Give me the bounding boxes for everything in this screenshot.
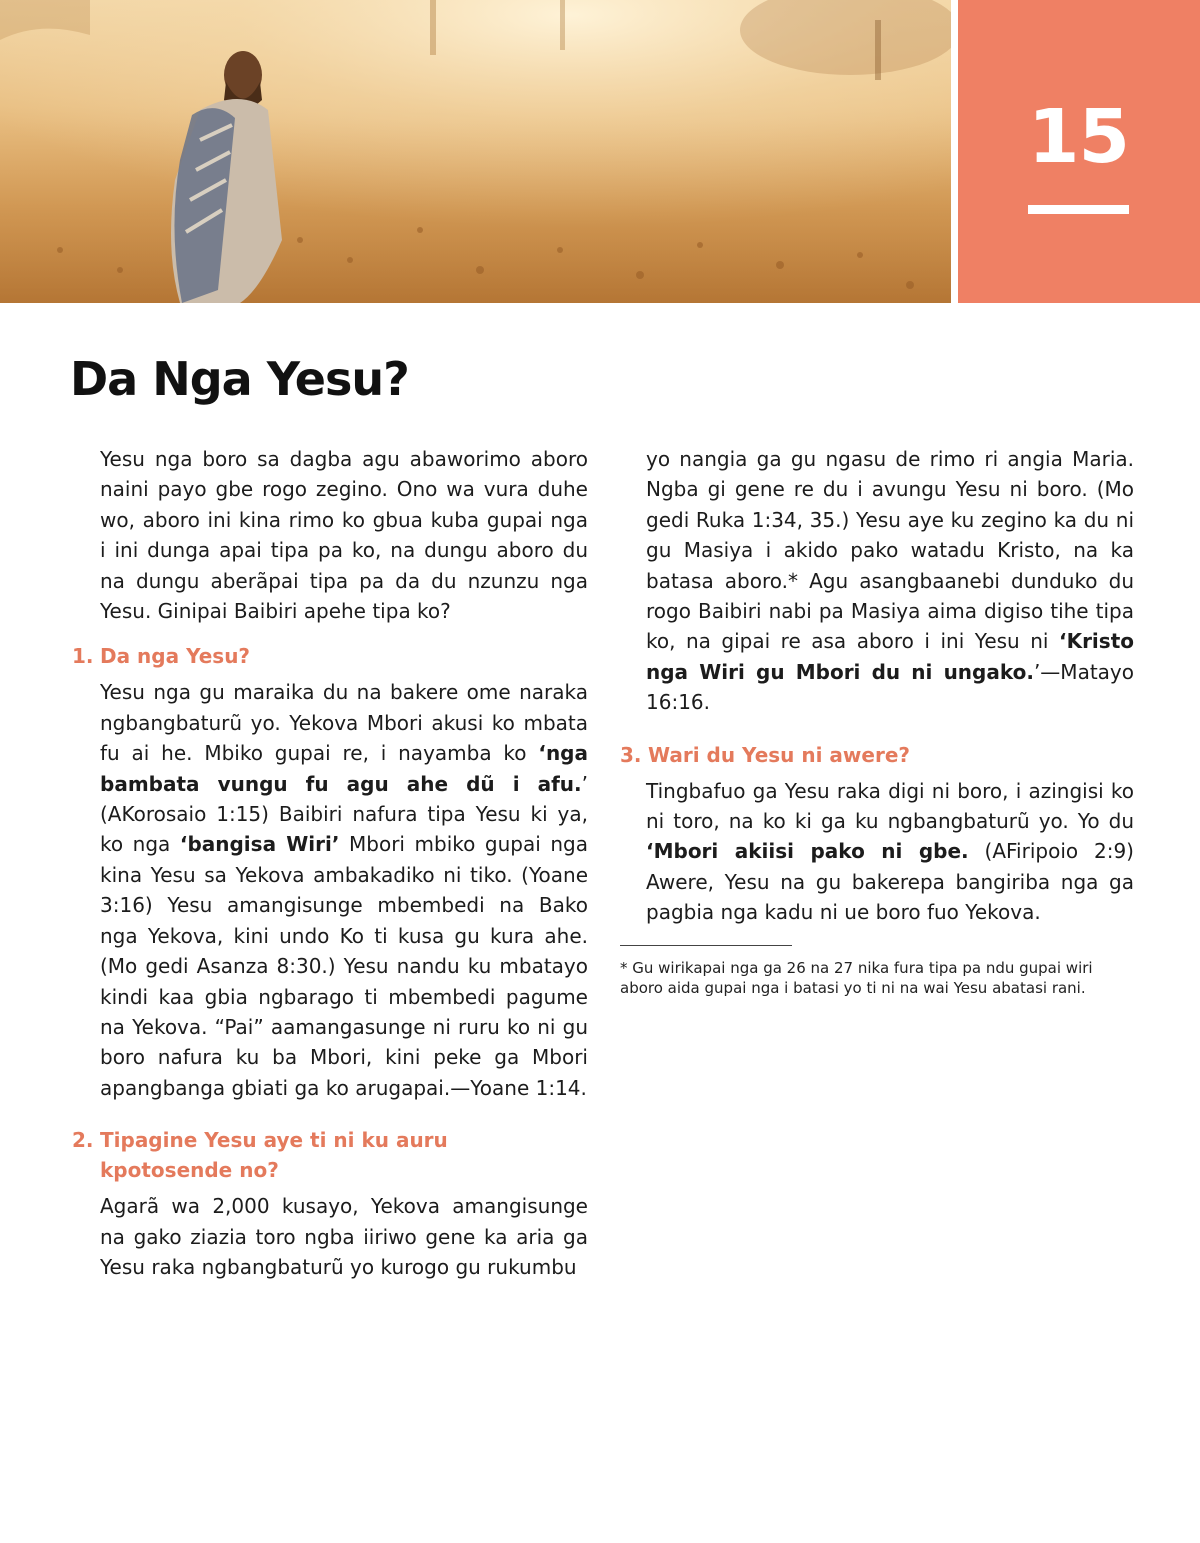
right-column [620,444,1134,998]
question-2-text-line2: kpotosende no? [100,1158,279,1183]
answer-2-part2: ’—Matayo 16:16. [646,659,1134,715]
page-title: Da Nga Yesu? [70,352,409,406]
left-column [72,444,588,1282]
chapter-number: 15 [1028,94,1129,180]
answer-1-paragraph [72,677,588,1103]
answer-1-part3: Mbori mbiko gupai nga kina Yesu sa Yekova ambakadiko ni tiko. (Yoane 3:16) Yesu amangisunge mbembedi na Bako nga Yekova, kini undo Ko ti kusa gu kura ahe. (Mo gedi Asanza 8:30.) Yesu nandu ku mbatayo kindi kaa gbia ngbarago ti mbembedi pagume na Yekova. “Pai” aamangasunge ni ruru ko ni gu boro nafura ku ba Mbori, kini peke ga Mbori apangbanga gbiati ga ko arugapai.—Yoane 1:14. [100,832,588,1100]
answer-1-part1: Yesu nga gu maraika du na bakere ome naraka ngbangbaturũ yo. Yekova Mbori akusi ko mbata fu ai he. Mbiko gupai re, i nayamba ko [100,680,588,766]
answer-2-paragraph-start: Agarã wa 2,000 kusayo, Yekova amangisunge na gako ziazia toro ngba iiriwo gene ka aria ga Yesu raka ngbangbaturũ yo kurogo gu rukumbu [100,1194,588,1279]
question-2-number: 2. [72,1128,94,1153]
footnote: * Gu wirikapai nga ga 26 na 27 nika fura tipa pa ndu gupai wiri aboro aida gupai nga i batasi yo ti ni na wai Yesu abatasi rani. [620,958,1093,997]
answer-2-bold-quote: ‘Kristo nga Wiri gu Mbori du ni ungako. [646,629,1134,684]
field-illustration [0,0,951,303]
footnote-divider [620,945,792,946]
question-3-text: Wari du Yesu ni awere? [648,742,910,767]
answer-2-paragraph-continued [620,444,1134,718]
answer-3-paragraph [620,776,1134,928]
question-1-heading [72,641,588,671]
answer-1-bold-quote1: ‘nga bambata vungu fu agu ahe dũ i afu. [100,741,588,796]
question-1-text: Da nga Yesu? [100,644,251,669]
answer-3-part2: (AFiripoio 2:9) Awere, Yesu na gu bakerepa bangiriba nga ga pagbia nga kadu ni ue boro fuo Yekova. [646,839,1134,925]
question-2-heading [72,1125,588,1185]
answer-3-bold-quote: ‘Mbori akiisi pako ni gbe. [646,839,969,864]
question-3-number: 3. [620,742,642,767]
question-2-text-line1: Tipagine Yesu aye ti ni ku auru [100,1128,448,1153]
question-1-number: 1. [72,644,94,669]
answer-2-part1: yo nangia ga gu ngasu de rimo ri angia Maria. Ngba gi gene re du i avungu Yesu ni boro. (Mo gedi Ruka 1:34, 35.) Yesu aye ku zegino ka du ni gu Masiya i akido pako watadu Kristo, na ka batasa aboro.* Agu asangbaanebi dunduko du rogo Baibiri nabi pa Masiya aima digiso tihe tipa ko, na gipai re asa aboro i ini Yesu ni [646,447,1134,654]
answer-1-part2: ’ (AKorosaio 1:15) Baibiri nafura tipa Yesu ki ya, ko nga [100,771,588,857]
answer-1-bold-quote2: ‘bangisa Wiri’ [179,832,340,857]
question-3-heading [620,740,1134,770]
chapter-underline [1028,205,1129,214]
intro-paragraph: Yesu nga boro sa dagba agu abaworimo aboro naini payo gbe rogo zegino. Ono wa vura duhe wo, aboro ini kina rimo ko gbua kuba gupai nga i ini dunga apai tipa pa ko, na dungu aboro du na dungu aberãpai tipa pa da du nzunzu nga Yesu. Ginipai Baibiri apehe tipa ko? [100,447,588,624]
hero-photo [0,0,951,303]
answer-3-part1: Tingbafuo ga Yesu raka digi ni boro, i azingisi ko ni toro, na ko ki ga ku ngbangbaturũ yo. Yo du [646,778,1134,834]
